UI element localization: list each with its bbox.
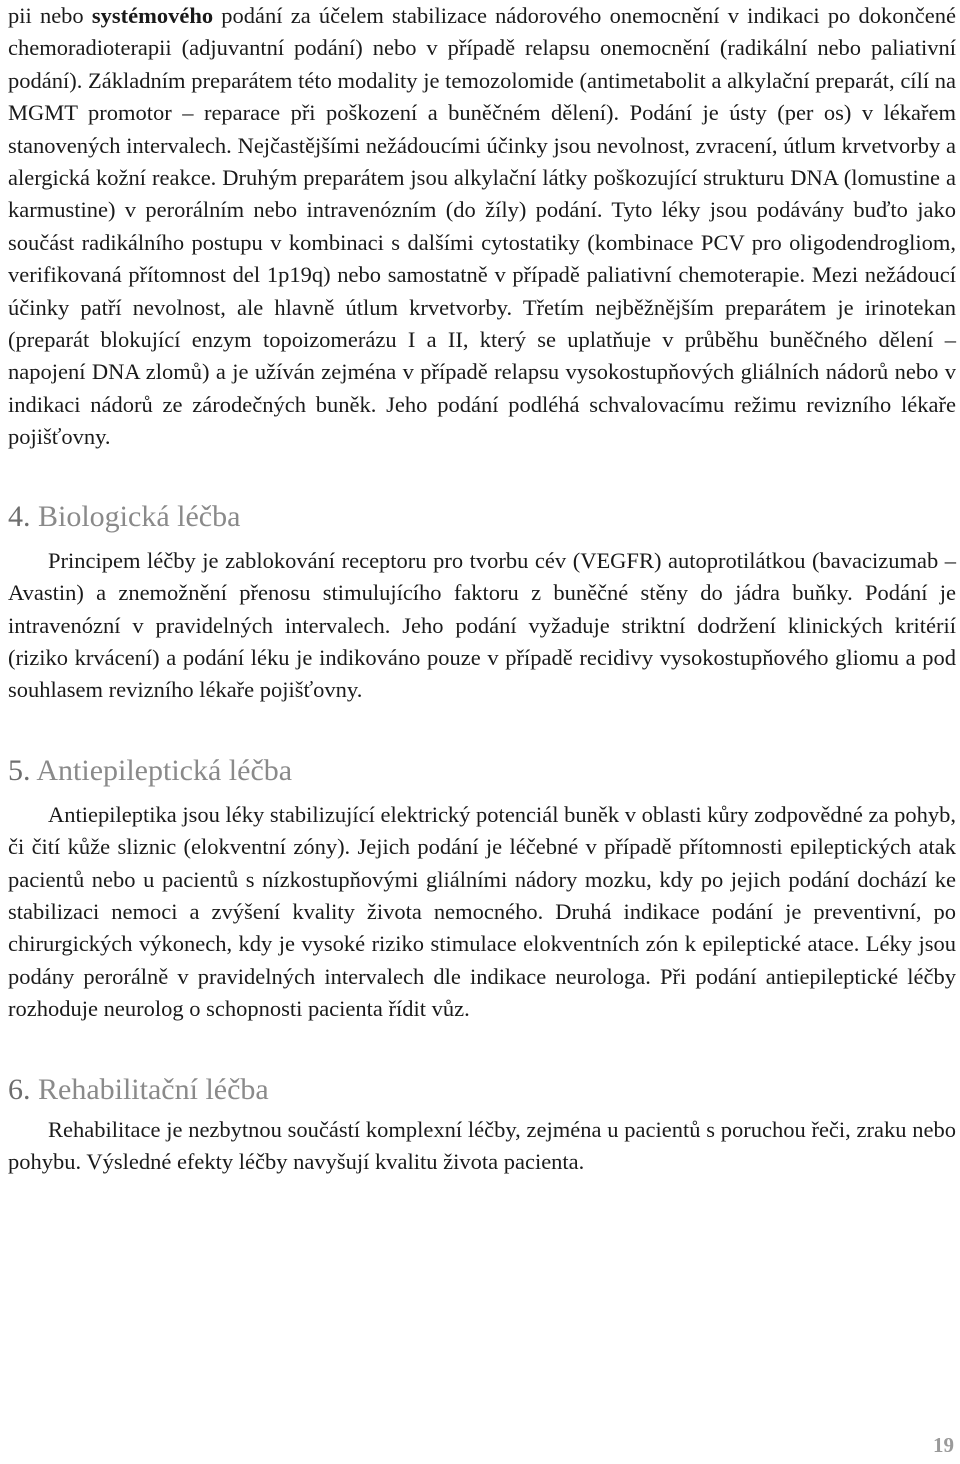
intro-bold-word: systémového xyxy=(91,3,214,28)
intro-body-text: podání za účelem stabilizace nádorového onemocnění v indikaci po dokončené chemoradioterapii (adjuvantní podání) nebo v případě relapsu onemocnění (radikální nebo paliativní podání). Základním preparátem této modality je temozolomide (antimetabolit a alkylační preparát, cílí na MGMT promotor – reparace při poškození a buněčném dělení). Podání je ústy (per os) v lékařem stanovených intervalech. Nejčastějšími nežádoucími účinky jsou nevolnost, zvracení, útlum krvetvorby a alergická kožní reakce. Druhým preparátem jsou alkylační látky poškozující strukturu DNA (lomustine a karmustine) v perorálním nebo intravenózním (do žíly) podání. Tyto léky jsou podávány buďto jako součást radikálního postupu v kombinaci s dalšími cytostatiky (kombinace PCV pro oligodendrogliom, verifikovaná přítomnost del 1p19q) nebo samostatně v případě paliativní chemoterapie. Mezi nežádoucí účinky patří nevolnost, ale hlavně útlum krvetvorby. Třetím nejběžnějším preparátem je irinotekan (preparát blokující enzym topoizomerázu I a II, který se uplatňuje v průběhu buněčného dělení – napojení DNA zlomů) a je užíván zejména v případě relapsu vysokostupňových gliálních nádorů nebo v indikaci nádorů ze zárodečných buněk. Jeho podání podléhá schvalovacímu režimu revizního lékaře pojišťovny. xyxy=(8,3,956,450)
section-paragraph-biological: Principem léčby je zablokování receptoru pro tvorbu cév (VEGFR) autoprotilátkou (bavacizumab – Avastin) a znemožnění přenosu stimulujícího faktoru z buněčné stěny do jádra buňky. Podání je intravenózní v pravidelných intervalech. Jeho podání vyžaduje striktní dodržení klinických kritérií (riziko krvácení) a podání léku je indikováno pouze v případě recidivy vysokostupňového gliomu a pod souhlasem revizního lékaře pojišťovny. xyxy=(8,547,956,703)
section-number: 6. xyxy=(8,1072,31,1106)
section-title: Biologická léčba xyxy=(38,499,241,533)
section-number: 4. xyxy=(8,499,31,533)
section-paragraph-antiepileptic: Antiepileptika jsou léky stabilizující elektrický potenciál buněk v oblasti kůry zodpovědné za pohyb, či čití kůže sliznic (elokventní zóny). Jejich podání je léčebné v případě přítomnosti epileptických atak pacientů nebo u pacientů s nízkostupňovými gliálními nádory mozku, kdy po jejich podání dochází ke stabilizaci nemoci a zvýšení kvality života nemocného. Druhá indikace podání je preventivní, po chirurgických výkonech, kdy je vysoké riziko stimulace elokventních zón k epileptické atace. Léky jsou podány perorálně v pravidelných intervalech dle indikace neurologa. Při podání antiepileptické léčby rozhoduje neurolog o schopnosti pacienta řídit vůz. xyxy=(8,801,956,1022)
intro-paragraph xyxy=(8,0,956,454)
section-number: 5. xyxy=(8,753,31,787)
section-heading-antiepileptic xyxy=(8,753,956,789)
document-page xyxy=(8,0,956,1178)
section-heading-rehabilitation xyxy=(8,1072,956,1108)
section-paragraph-rehabilitation: Rehabilitace je nezbytnou součástí komplexní léčby, zejména u pacientů s poruchou řeči, zraku nebo pohybu. Výsledné efekty léčby navyšují kvalitu života pacienta. xyxy=(8,1116,956,1174)
page-number: 19 xyxy=(933,1433,954,1457)
section-title: Antiepileptická léčba xyxy=(36,753,293,787)
intro-lead-text: pii nebo xyxy=(8,3,92,28)
section-title: Rehabilitační léčba xyxy=(38,1072,269,1106)
section-heading-biological xyxy=(8,499,956,535)
